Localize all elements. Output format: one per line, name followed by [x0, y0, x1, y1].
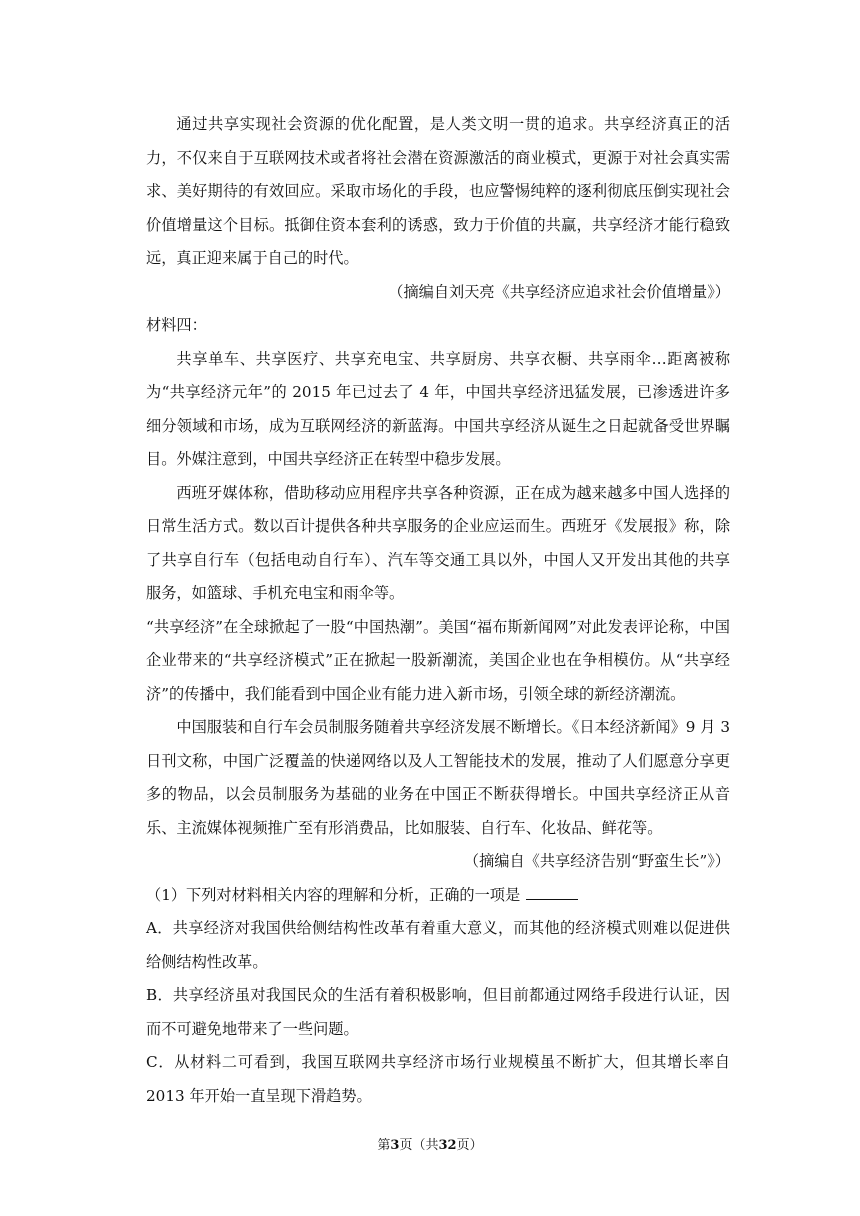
answer-blank	[526, 882, 578, 900]
footer-suffix: 页）	[456, 1138, 483, 1153]
question-stem-text: （1）下列对材料相关内容的理解和分析，正确的一项是	[146, 885, 521, 904]
option-a: A．共享经济对我国供给侧结构性改革有着重大意义，而其他的经济模式则难以促进供给侧结构性改革。	[146, 919, 730, 971]
paragraph-2: 共享单车、共享医疗、共享充电宝、共享厨房、共享衣橱、共享雨伞…距离被称为“共享经济元年”的 2015 年已过去了 4 年，中国共享经济迅猛发展，已渗透进许多细分领域和市场，成为互联网经济的新蓝海。中国共享经济从诞生之日起就备受世界瞩目。外媒注意到，中国共享经济正在转型中稳步发展。	[146, 349, 730, 468]
option-c: C．从材料二可看到，我国互联网共享经济市场行业规模虽不断扩大，但其增长率自 2013 年开始一直呈现下滑趋势。	[146, 1053, 730, 1105]
paragraph-4: “共享经济”在全球掀起了一股“中国热潮”。美国“福布斯新闻网”对此发表评论称，中国企业带来的“共享经济模式”正在掀起一股新潮流，美国企业也在争相模仿。从“共享经济”的传播中，我们能看到中国企业有能力进入新市场，引领全球的新经济潮流。	[146, 617, 730, 703]
question-stem	[146, 879, 730, 913]
footer-page-number: 3	[390, 1138, 400, 1153]
source-citation-1: （摘编自刘天亮《共享经济应追求社会价值增量》）	[388, 282, 730, 301]
paragraph-1: 通过共享实现社会资源的优化配置，是人类文明一贯的追求。共享经济真正的活力，不仅来自于互联网技术或者将社会潜在资源激活的商业模式，更源于对社会真实需求、美好期待的有效回应。采取市场化的手段，也应警惕纯粹的逐利彻底压倒实现社会价值增量这个目标。抵御住资本套利的诱惑，致力于价值的共赢，共享经济才能行稳致远，真正迎来属于自己的时代。	[146, 115, 730, 267]
page-footer	[0, 1137, 860, 1155]
footer-total-pages: 32	[438, 1138, 457, 1153]
option-b: B．共享经济虽对我国民众的生活有着积极影响，但目前都通过网络手段进行认证，因而不可避免地带来了一些问题。	[146, 986, 730, 1038]
material-4-label: 材料四：	[146, 316, 207, 334]
source-citation-2: （摘编自《共享经济告别“野蛮生长”》）	[463, 852, 730, 870]
footer-prefix: 第	[377, 1138, 391, 1153]
paragraph-3: 西班牙媒体称，借助移动应用程序共享各种资源，正在成为越来越多中国人选择的日常生活方式。数以百计提供各种共享服务的企业应运而生。西班牙《发展报》称，除了共享自行车（包括电动自行车）、汽车等交通工具以外，中国人又开发出其他的共享服务，如篮球、手机充电宝和雨伞等。	[146, 483, 730, 602]
document-body	[146, 108, 730, 1113]
footer-mid: 页（共	[399, 1138, 439, 1153]
paragraph-5: 中国服装和自行车会员制服务随着共享经济发展不断增长。《日本经济新闻》9 月 3 日刊文称，中国广泛覆盖的快递网络以及人工智能技术的发展，推动了人们愿意分享更多的物品，以会员制服务为基础的业务在中国正不断获得增长。中国共享经济正从音乐、主流媒体视频推广至有形消费品，比如服装、自行车、化妆品、鲜花等。	[146, 718, 730, 837]
